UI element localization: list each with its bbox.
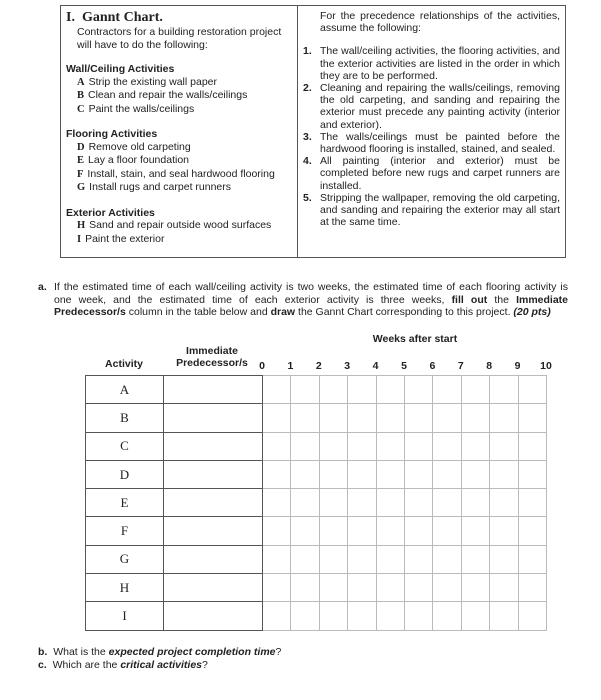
week-cell[interactable] bbox=[376, 602, 404, 630]
week-cell[interactable] bbox=[376, 432, 404, 460]
activity-item bbox=[66, 89, 294, 103]
predecessor-cell[interactable] bbox=[164, 432, 263, 460]
week-cell[interactable] bbox=[263, 489, 291, 517]
gantt-table bbox=[85, 375, 547, 631]
week-cell[interactable] bbox=[461, 545, 489, 573]
problem-title-text: Gannt Chart. bbox=[81, 10, 163, 25]
predecessor-cell[interactable] bbox=[164, 404, 263, 432]
week-cell[interactable] bbox=[433, 574, 461, 602]
qa-text: the Gannt Chart corresponding to this project. bbox=[298, 306, 511, 318]
rule-text: Stripping the wallpaper, removing the old carpeting, and sanding and repairing the exterior may all start at the same time. bbox=[320, 191, 560, 229]
activity-text: Remove old carpeting bbox=[88, 140, 191, 153]
week-cell[interactable] bbox=[319, 602, 347, 630]
week-cell[interactable] bbox=[348, 460, 376, 488]
rule-number: 5. bbox=[303, 191, 312, 204]
week-cell[interactable] bbox=[291, 602, 319, 630]
week-cell[interactable] bbox=[518, 517, 546, 545]
week-cell[interactable] bbox=[348, 432, 376, 460]
table-row bbox=[86, 574, 547, 602]
week-cell[interactable] bbox=[348, 489, 376, 517]
predecessor-cell[interactable] bbox=[164, 602, 263, 630]
weeks-header: Weeks after start bbox=[372, 333, 458, 345]
week-cell[interactable] bbox=[461, 602, 489, 630]
activity-item bbox=[66, 103, 294, 117]
activity-group-title: Exterior Activities bbox=[66, 206, 155, 219]
activity-letter: I bbox=[77, 233, 82, 245]
week-cell[interactable] bbox=[348, 545, 376, 573]
week-cell[interactable] bbox=[518, 376, 546, 404]
week-cell[interactable] bbox=[404, 432, 432, 460]
problem-intro: Contractors for a building restoration project will have to do the following: bbox=[77, 26, 282, 51]
table-row bbox=[86, 432, 547, 460]
activity-text: Lay a floor foundation bbox=[88, 154, 190, 166]
week-cell[interactable] bbox=[376, 517, 404, 545]
week-cell[interactable] bbox=[291, 489, 319, 517]
table-row bbox=[86, 376, 547, 404]
qb-label: b. bbox=[38, 646, 48, 658]
question-b bbox=[38, 646, 281, 658]
week-cell[interactable] bbox=[404, 404, 432, 432]
qc-text: Which are the bbox=[52, 659, 118, 671]
qa-text: the bbox=[494, 293, 509, 306]
week-cell[interactable] bbox=[518, 602, 546, 630]
week-cell[interactable] bbox=[490, 574, 518, 602]
week-cell[interactable] bbox=[319, 489, 347, 517]
activity-item bbox=[66, 181, 294, 195]
week-cell[interactable] bbox=[319, 460, 347, 488]
week-label: 8 bbox=[486, 360, 493, 372]
week-label: 5 bbox=[401, 360, 407, 372]
activity-group-title: Wall/Ceiling Activities bbox=[66, 63, 175, 75]
week-cell[interactable] bbox=[518, 574, 546, 602]
activity-text: Install, stain, and seal hardwood flooring bbox=[87, 167, 275, 180]
table-row bbox=[86, 404, 547, 432]
week-cell[interactable] bbox=[518, 460, 546, 488]
question-a bbox=[38, 281, 568, 319]
week-cell[interactable] bbox=[291, 517, 319, 545]
week-cell[interactable] bbox=[490, 602, 518, 630]
week-cell[interactable] bbox=[490, 460, 518, 488]
activity-text: Paint the exterior bbox=[85, 232, 165, 245]
problem-number: I. bbox=[66, 10, 75, 25]
activity-text: Paint the walls/ceilings bbox=[88, 102, 195, 115]
week-cell[interactable] bbox=[490, 376, 518, 404]
activity-item bbox=[66, 233, 294, 247]
week-cell[interactable] bbox=[490, 545, 518, 573]
precedence-rule bbox=[303, 45, 560, 82]
qa-text: column in the table below and bbox=[128, 306, 268, 318]
qa-bold: fill out bbox=[451, 293, 488, 306]
week-cell[interactable] bbox=[433, 489, 461, 517]
activity-letter: H bbox=[77, 220, 86, 231]
week-cell[interactable] bbox=[404, 460, 432, 488]
week-cell[interactable] bbox=[348, 376, 376, 404]
qc-end: ? bbox=[202, 659, 208, 671]
rule-number: 4. bbox=[303, 155, 312, 168]
activity-letter: A bbox=[77, 76, 85, 88]
precedence-intro: For the precedence relationships of the activities, assume the following: bbox=[320, 10, 560, 35]
week-cell[interactable] bbox=[461, 489, 489, 517]
week-cell[interactable] bbox=[376, 574, 404, 602]
week-label: 7 bbox=[457, 360, 464, 372]
activity-letter: E bbox=[77, 155, 85, 166]
week-cell[interactable] bbox=[404, 602, 432, 630]
week-cell[interactable] bbox=[348, 602, 376, 630]
table-row bbox=[86, 489, 547, 517]
week-cell[interactable] bbox=[348, 517, 376, 545]
activity-item bbox=[66, 154, 294, 168]
rule-text: Cleaning and repairing the walls/ceilings, removing the old carpeting, and sanding and repairing the exterior must precede any painting activity (interior and exterior). bbox=[320, 82, 560, 131]
week-label: 1 bbox=[287, 360, 294, 372]
week-cell[interactable] bbox=[461, 460, 489, 488]
week-cell[interactable] bbox=[433, 460, 461, 488]
activity-cell: A bbox=[86, 376, 164, 404]
precedence-rule bbox=[303, 155, 560, 192]
table-row bbox=[86, 545, 547, 573]
week-cell[interactable] bbox=[263, 376, 291, 404]
week-cell[interactable] bbox=[461, 376, 489, 404]
week-cell[interactable] bbox=[490, 517, 518, 545]
week-cell[interactable] bbox=[263, 404, 291, 432]
predecessor-header-line2: Predecessor/s bbox=[176, 357, 248, 369]
week-cell[interactable] bbox=[433, 404, 461, 432]
predecessor-cell[interactable] bbox=[164, 489, 263, 517]
week-cell[interactable] bbox=[376, 545, 404, 573]
question-a-label: a. bbox=[38, 281, 47, 293]
week-cell[interactable] bbox=[319, 432, 347, 460]
activity-letter: C bbox=[77, 103, 85, 115]
week-cell[interactable] bbox=[291, 574, 319, 602]
week-cell[interactable] bbox=[291, 460, 319, 488]
qa-points: (20 pts) bbox=[513, 306, 551, 318]
week-cell[interactable] bbox=[376, 489, 404, 517]
week-label: 4 bbox=[372, 360, 379, 372]
week-cell[interactable] bbox=[518, 432, 546, 460]
week-cell[interactable] bbox=[291, 432, 319, 460]
rule-number: 3. bbox=[303, 130, 312, 143]
predecessor-cell[interactable] bbox=[164, 460, 263, 488]
week-cell[interactable] bbox=[461, 574, 489, 602]
qc-emph: critical activities bbox=[120, 659, 203, 671]
activity-letter: G bbox=[77, 182, 86, 193]
activity-cell: H bbox=[86, 574, 164, 602]
week-cell[interactable] bbox=[518, 545, 546, 573]
rule-number: 2. bbox=[303, 82, 312, 95]
week-cell[interactable] bbox=[490, 404, 518, 432]
week-cell[interactable] bbox=[518, 489, 546, 517]
precedence-rule bbox=[303, 82, 560, 131]
activity-text: Strip the existing wall paper bbox=[88, 75, 217, 88]
rule-text: The walls/ceilings must be painted before the hardwood flooring is installed, stained, and sealed. bbox=[320, 130, 560, 156]
week-cell[interactable] bbox=[518, 404, 546, 432]
predecessor-cell[interactable] bbox=[164, 376, 263, 404]
activity-cell: F bbox=[86, 517, 164, 545]
activity-letter: F bbox=[77, 168, 84, 180]
qa-bold: draw bbox=[270, 306, 296, 318]
week-label: 6 bbox=[429, 360, 436, 372]
week-cell[interactable] bbox=[433, 376, 461, 404]
activity-cell: E bbox=[86, 489, 164, 517]
qa-bold: Immediate Predecessor/s bbox=[54, 293, 569, 318]
activity-cell: C bbox=[86, 432, 164, 460]
week-cell[interactable] bbox=[461, 432, 489, 460]
week-cell[interactable] bbox=[376, 404, 404, 432]
week-cell[interactable] bbox=[490, 432, 518, 460]
week-cell[interactable] bbox=[404, 489, 432, 517]
week-cell[interactable] bbox=[461, 517, 489, 545]
week-cell[interactable] bbox=[319, 545, 347, 573]
precedence-rule bbox=[303, 192, 560, 229]
week-label: 10 bbox=[540, 360, 552, 372]
week-cell[interactable] bbox=[433, 517, 461, 545]
activity-cell: B bbox=[86, 404, 164, 432]
rule-text: The wall/ceiling activities, the flooring activities, and the exterior activities are listed in the order in which they are to be performed. bbox=[320, 45, 560, 82]
week-cell[interactable] bbox=[291, 545, 319, 573]
activity-text: Sand and repair outside wood surfaces bbox=[89, 219, 272, 231]
week-cell[interactable] bbox=[348, 404, 376, 432]
week-cell[interactable] bbox=[376, 376, 404, 404]
activities-column bbox=[66, 10, 294, 246]
week-cell[interactable] bbox=[404, 545, 432, 573]
activity-text: Clean and repair the walls/ceilings bbox=[88, 89, 248, 101]
week-cell[interactable] bbox=[490, 489, 518, 517]
week-cell[interactable] bbox=[291, 404, 319, 432]
table-row bbox=[86, 460, 547, 488]
week-cell[interactable] bbox=[263, 460, 291, 488]
activity-item bbox=[66, 76, 294, 90]
table-row bbox=[86, 517, 547, 545]
week-cell[interactable] bbox=[433, 602, 461, 630]
week-cell[interactable] bbox=[319, 574, 347, 602]
activity-item bbox=[66, 141, 294, 155]
rule-text: All painting (interior and exterior) must be completed before new rugs and carpet runners are installed. bbox=[320, 155, 560, 192]
activity-group-title: Flooring Activities bbox=[66, 128, 158, 140]
qb-end: ? bbox=[275, 646, 282, 658]
activity-header: Activity bbox=[105, 358, 143, 370]
predecessor-cell[interactable] bbox=[164, 574, 263, 602]
table-row bbox=[86, 602, 547, 630]
precedence-column bbox=[303, 10, 560, 228]
week-label: 9 bbox=[514, 360, 521, 372]
activity-item bbox=[66, 168, 294, 182]
predecessor-header-line1: Immediate bbox=[186, 345, 238, 357]
week-cell[interactable] bbox=[376, 460, 404, 488]
activity-cell: G bbox=[86, 545, 164, 573]
week-cell[interactable] bbox=[291, 376, 319, 404]
week-cell[interactable] bbox=[263, 602, 291, 630]
question-c bbox=[38, 659, 208, 671]
week-label: 2 bbox=[315, 360, 322, 372]
column-divider bbox=[297, 5, 298, 258]
week-cell[interactable] bbox=[319, 517, 347, 545]
qb-text: What is the bbox=[53, 646, 106, 658]
week-label: 0 bbox=[259, 360, 265, 372]
qb-emph: expected project completion time bbox=[108, 646, 276, 658]
week-cell[interactable] bbox=[433, 545, 461, 573]
week-cell[interactable] bbox=[404, 574, 432, 602]
week-cell[interactable] bbox=[263, 545, 291, 573]
week-cell[interactable] bbox=[404, 517, 432, 545]
week-cell[interactable] bbox=[404, 376, 432, 404]
activity-letter: B bbox=[77, 90, 85, 101]
week-cell[interactable] bbox=[263, 432, 291, 460]
precedence-rule bbox=[303, 131, 560, 155]
week-cell[interactable] bbox=[348, 574, 376, 602]
week-cell[interactable] bbox=[263, 574, 291, 602]
activity-cell: D bbox=[86, 460, 164, 488]
predecessor-header bbox=[163, 345, 261, 369]
predecessor-cell[interactable] bbox=[164, 517, 263, 545]
activity-cell: I bbox=[86, 602, 164, 630]
week-cell[interactable] bbox=[433, 432, 461, 460]
week-cell[interactable] bbox=[263, 517, 291, 545]
activity-item bbox=[66, 219, 294, 233]
week-cell[interactable] bbox=[461, 404, 489, 432]
qa-text: If the estimated time of each wall/ceiling activity is two weeks, the estimated time of each flooring activity is one week, and the estimated time of each exterior activity is three weeks, bbox=[54, 281, 568, 306]
week-cell[interactable] bbox=[319, 376, 347, 404]
predecessor-cell[interactable] bbox=[164, 545, 263, 573]
activity-text: Install rugs and carpet runners bbox=[89, 181, 231, 193]
week-cell[interactable] bbox=[319, 404, 347, 432]
problem-title bbox=[66, 10, 294, 26]
week-label: 3 bbox=[344, 360, 351, 372]
qc-label: c. bbox=[38, 659, 47, 671]
activity-letter: D bbox=[77, 141, 85, 153]
rule-number: 1. bbox=[303, 45, 312, 58]
